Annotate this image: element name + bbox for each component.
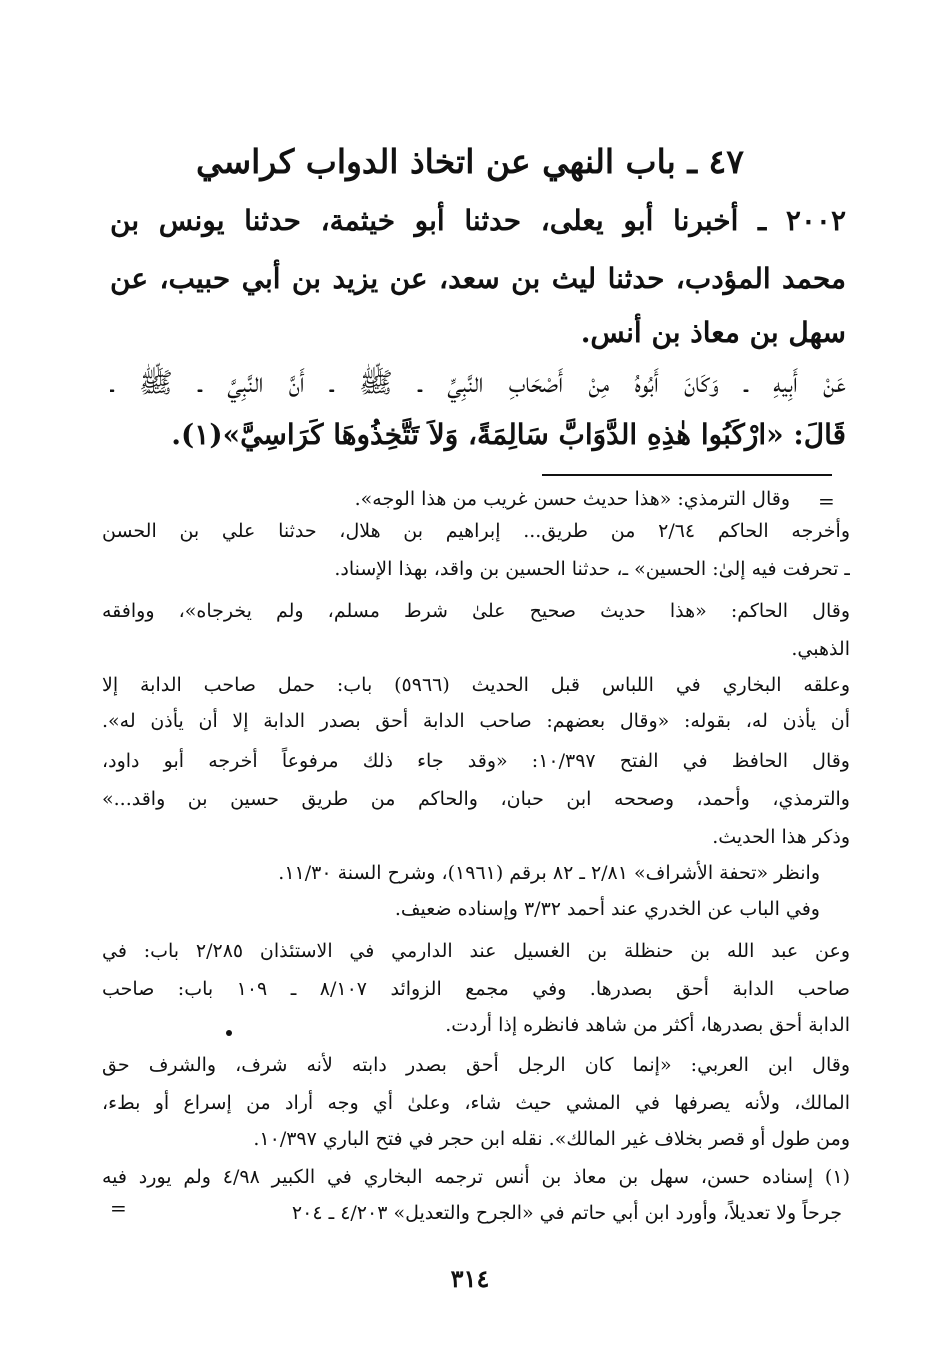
footnote-line: ـ تحرفت فيه إلىٰ: الحسين» ـ، حدثنا الحسين بن واقد، بهذا الإسناد. [334, 558, 850, 580]
hadith-text-line: قَالَ: «ارْكَبُوا هٰذِهِ الدَّوَابَّ سَالِمَةً، وَلاَ تَتَّخِذُوهَا كَرَاسِيَّ»(١). [171, 418, 846, 451]
footnote-line: وقال الحافظ في الفتح ١٠/٣٩٧: «وقد جاء ذلك مرفوعاً أخرجه أبو داود، [102, 750, 850, 772]
footnote-line: صاحب الدابة أحق بصدرها. وفي مجمع الزوائد ٨/١٠٧ ـ ١٠٩ باب: صاحب [102, 978, 850, 1000]
footnote-line: وفي الباب عن الخدري عند أحمد ٣/٣٢ وإسناده ضعيف. [394, 898, 820, 920]
isnad-line: ٢٠٠٢ ـ أخبرنا أبو يعلى، حدثنا أبو خيثمة، حدثنا يونس بن [110, 204, 846, 237]
footnote-line: وانظر «تحفة الأشراف» ٢/٨١ ـ ٨٢ برقم (١٩٦١)، وشرح السنة ١١/٣٠. [278, 862, 820, 884]
footnote-line: الذهبي. [791, 638, 850, 660]
stray-dot [226, 1030, 232, 1036]
hadith-text-line: عَنْ أَبِيهِ ـ وَكَانَ أَبُوهُ مِنْ أَصْحَابِ النَّبِيِّ ـ ﷺ ـ أَنَّ النَّبِيَّ ـ ﷺ ـ [110, 366, 846, 399]
footnote-continuation-mark: = [818, 489, 835, 513]
footnote-line: الدابة أحق بصدرها، أكثر من شاهد فانظره إذا أردت. [445, 1014, 850, 1036]
page-number: ٣١٤ [450, 1264, 490, 1293]
footnote-line: وذكر هذا الحديث. [712, 826, 850, 848]
footnote-line: (١) إسناده حسن، سهل بن معاذ بن أنس ترجمه البخاري في الكبير ٤/٩٨ ولم يورد فيه [102, 1166, 850, 1188]
footnote-line: وأخرجه الحاكم ٢/٦٤ من طريق... إبراهيم بن هلال، حدثنا علي بن الحسن [102, 520, 850, 542]
footnote-divider [542, 474, 832, 476]
footnote-line: وقال الترمذي: «هذا حديث حسن غريب من هذا الوجه». [354, 488, 790, 510]
footnote-line: وعلقه البخاري في اللباس قبل الحديث (٥٩٦٦) باب: حمل صاحب الدابة إلا [102, 674, 850, 696]
footnote-line: وقال الحاكم: «هذا حديث صحيح علىٰ شرط مسلم، ولم يخرجاه»، ووافقه [102, 600, 850, 622]
footnote-line: جرحاً ولا تعديلاً، وأورد ابن أبي حاتم في «الجرح والتعديل» ٤/٢٠٣ ـ ٢٠٤ [291, 1202, 842, 1224]
footnote-line: والترمذي، وأحمد، وصححه ابن حبان، والحاكم من طريق حسين بن واقد...» [102, 788, 850, 810]
footnote-line: المالك، ولأنه يصرفها في المشي حيث شاء، وعلىٰ أي وجه أراد من إسراع أو بطء، [102, 1092, 850, 1114]
footnote-line: ومن طول أو قصر بخلاف غير المالك». نقله ابن حجر في فتح الباري ١٠/٣٩٧. [253, 1128, 850, 1150]
footnote-line: وعن عبد الله بن حنظلة بن الغسيل عند الدارمي في الاستئذان ٢/٢٨٥ باب: في [102, 940, 850, 962]
footnote-end-mark: = [110, 1196, 127, 1220]
isnad-line: سهل بن معاذ بن أنس. [580, 316, 846, 349]
isnad-line: محمد المؤدب، حدثنا ليث بن سعد، عن يزيد بن أبي حبيب، عن [110, 262, 846, 295]
footnote-line: أن يأذن له، بقوله: «وقال بعضهم: صاحب الدابة أحق بصدر الدابة إلا أن يأذن له». [102, 710, 850, 732]
footnote-line: وقال ابن العربي: «إنما كان الرجل أحق بصدر دابته لأنه شرف، والشرف حق [102, 1054, 850, 1076]
chapter-title: ٤٧ ـ باب النهي عن اتخاذ الدواب كراسي [196, 142, 744, 181]
